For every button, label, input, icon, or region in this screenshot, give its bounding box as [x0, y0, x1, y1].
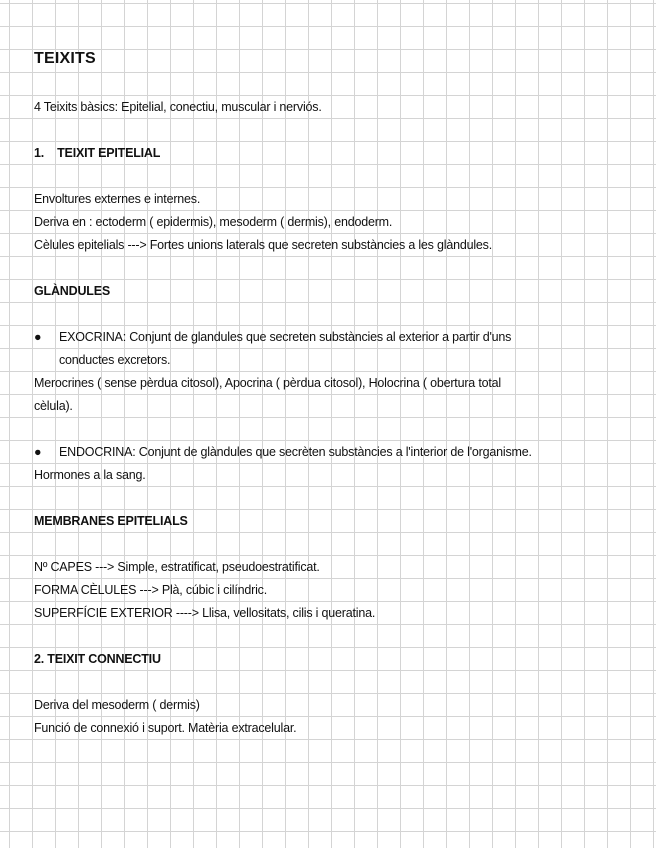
- glandules-heading: GLÀNDULES: [34, 284, 110, 298]
- section-2-heading: 2. TEIXIT CONNECTIU: [34, 652, 161, 666]
- page-title: TEIXITS: [34, 50, 96, 67]
- section-2-line: Funció de connexió i suport. Matèria extracelular.: [34, 721, 297, 735]
- section-1-title: TEIXIT EPITELIAL: [57, 146, 161, 160]
- bullet-icon: ●: [34, 445, 42, 459]
- gland-types-text-cont: cèlula).: [34, 399, 73, 413]
- section-1-line: Envoltures externes e internes.: [34, 192, 201, 206]
- section-1-heading: [34, 142, 160, 165]
- membranes-heading: MEMBRANES EPITELIALS: [34, 514, 188, 528]
- exocrina-text-cont: conductes excretors.: [59, 353, 171, 367]
- section-2-line: Deriva del mesoderm ( dermis): [34, 698, 200, 712]
- gland-types-text: Merocrines ( sense pèrdua citosol), Apocrina ( pèrdua citosol), Holocrina ( obertura total: [34, 376, 501, 390]
- exocrina-text: EXOCRINA: Conjunt de glandules que secreten substàncies al exterior a partir d'uns: [59, 330, 512, 344]
- exocrina-item: [34, 326, 511, 349]
- endocrina-text: ENDOCRINA: Conjunt de glàndules que secrèten substàncies a l'interior de l'organisme.: [59, 445, 532, 459]
- bullet-icon: ●: [34, 330, 42, 344]
- hormones-text: Hormones a la sang.: [34, 468, 146, 482]
- membranes-line: SUPERFÍCIE EXTERIOR ----> Llisa, vellositats, cilis i queratina.: [34, 606, 376, 620]
- intro-text: 4 Teixits bàsics: Epitelial, conectiu, muscular i nerviós.: [34, 100, 322, 114]
- section-1-line: Cèlules epitelials ---> Fortes unions laterals que secreten substàncies a les glàndules.: [34, 238, 492, 252]
- endocrina-item: [34, 441, 532, 464]
- section-1-line: Deriva en : ectoderm ( epidermis), mesoderm ( dermis), endoderm.: [34, 215, 393, 229]
- section-1-number: 1.: [34, 146, 45, 160]
- membranes-line: Nº CAPES ---> Simple, estratificat, pseudoestratificat.: [34, 560, 320, 574]
- membranes-line: FORMA CÈLULES ---> Plà, cúbic i cilíndric.: [34, 583, 267, 597]
